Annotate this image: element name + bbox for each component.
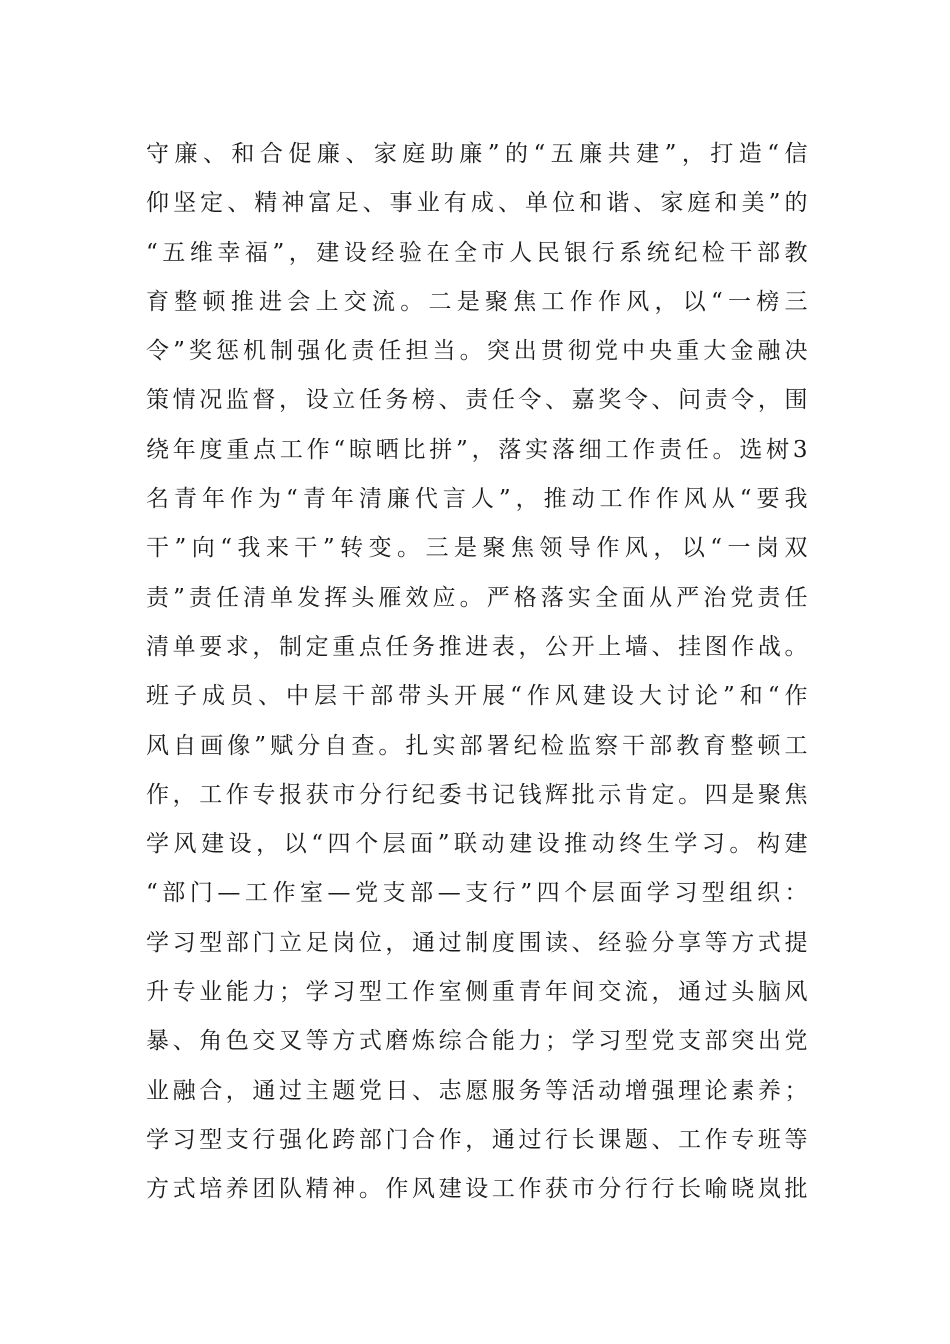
text-line: 班子成员、中层干部带头开展“作风建设大讨论”和“作 [146,683,808,710]
text-line: 绕年度重点工作“晾晒比拼”，落实落细工作责任。选树3 [146,436,808,463]
text-line: 守廉、和合促廉、家庭助廉”的“五廉共建”，打造“信 [146,141,808,167]
text-line: 方式培养团队精神。作风建设工作获市分行行长喻晓岚批 [146,1176,808,1203]
text-line: 仰坚定、精神富足、事业有成、单位和谐、家庭和美”的 [146,190,808,217]
text-line: 清单要求，制定重点任务推进表，公开上墙、挂图作战。 [146,633,808,660]
text-line: 策情况监督，设立任务榜、责任令、嘉奖令、问责令，围 [146,387,808,414]
text-line: 暴、角色交叉等方式磨炼综合能力；学习型党支部突出党 [146,1028,808,1055]
body-paragraph [146,130,808,1215]
text-line: 业融合，通过主题党日、志愿服务等活动增强理论素养； [146,1077,808,1104]
text-line: 升专业能力；学习型工作室侧重青年间交流，通过头脑风 [146,979,808,1006]
text-line: “五维幸福”，建设经验在全市人民银行系统纪检干部教 [146,239,808,266]
text-line: 学风建设，以“四个层面”联动建设推动终生学习。构建 [146,831,808,858]
text-line: “部门—工作室—党支部—支行”四个层面学习型组织： [146,880,808,907]
text-line: 干”向“我来干”转变。三是聚焦领导作风，以“一岗双 [146,535,808,562]
text-line: 令”奖惩机制强化责任担当。突出贯彻党中央重大金融决 [146,338,808,365]
text-line: 学习型支行强化跨部门合作，通过行长课题、工作专班等 [146,1126,808,1153]
text-line: 育整顿推进会上交流。二是聚焦工作作风，以“一榜三 [146,288,808,315]
text-line: 作，工作专报获市分行纪委书记钱辉批示肯定。四是聚焦 [146,781,808,808]
text-line: 风自画像”赋分自查。扎实部署纪检监察干部教育整顿工 [146,732,808,759]
text-line: 学习型部门立足岗位，通过制度围读、经验分享等方式提 [146,929,808,956]
text-line: 责”责任清单发挥头雁效应。严格落实全面从严治党责任 [146,584,808,611]
text-line: 名青年作为“青年清廉代言人”，推动工作作风从“要我 [146,486,808,513]
